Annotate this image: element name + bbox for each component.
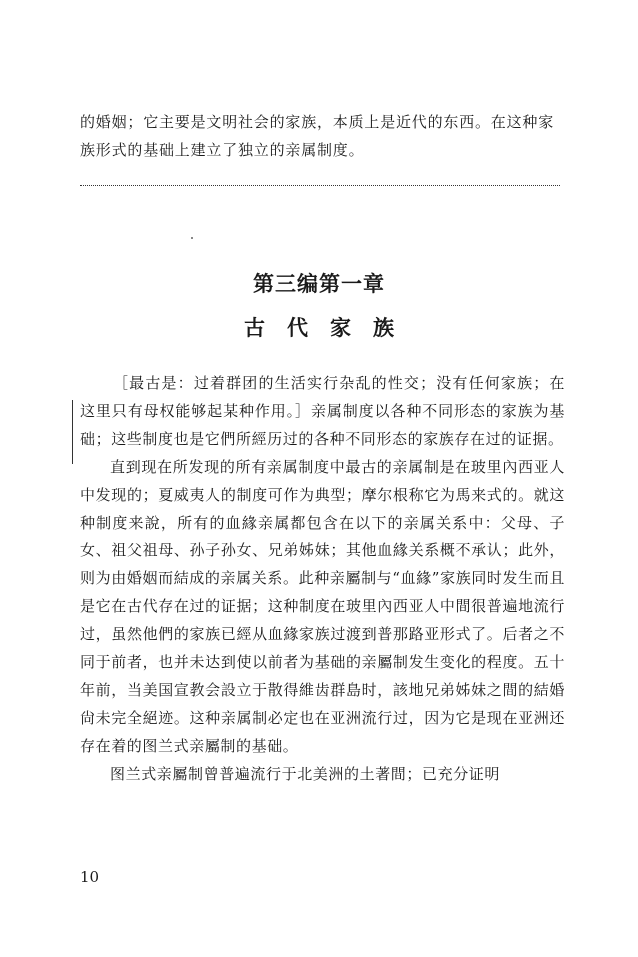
body-text xyxy=(80,370,565,789)
margin-bracket xyxy=(72,400,73,464)
chapter-title: 古代家族 xyxy=(244,316,416,340)
scan-speck xyxy=(191,237,193,239)
chapter-heading: 第三编第一章 xyxy=(253,272,385,296)
top-paragraph: 的婚姻；它主要是文明社会的家族，本质上是近代的东西。在这种家族形式的基础上建立了独立的亲属制度。 xyxy=(80,113,555,159)
paragraph-1: ［最古是：过着群团的生活实行杂乱的性交；没有任何家族；在这里只有母权能够起某种作用。］亲属制度以各种不同形态的家族为基础；这些制度也是它們所經历过的各种不同形态的家族存在过的证据。 xyxy=(80,374,565,448)
paragraph-2: 直到现在所发现的所有亲属制度中最古的亲属制是在玻里內西亚人中发现的；夏威夷人的制度可作为典型；摩尔根称它为馬来式的。就这种制度来說，所有的血緣亲属都包含在以下的亲属关系中：父母、子女、祖父祖母、孙子孙女、兄弟姊妹；其他血緣关系概不承认；此外，则为由婚姻而結成的亲属关系。此种亲屬制与“血緣”家族同时发生而且是它在古代存在过的证据；这种制度在玻里內西亚人中間很普遍地流行过，虽然他們的家族已經从血緣家族过渡到普那路亚形式了。后者之不同于前者，也并未达到使以前者为基础的亲屬制发生变化的程度。五十年前，当美国宣教会設立于散得維齿群島时，該地兄弟姊妹之間的結婚尙未完全絕迹。这种亲属制必定也在亚洲流行过，因为它是现在亚洲还存在着的图兰式亲屬制的基础。 xyxy=(80,457,565,755)
paragraph-3: 图兰式亲屬制曾普遍流行于北美洲的土著間；已充分证明 xyxy=(110,764,501,783)
page-number: 10 xyxy=(80,868,100,886)
dotted-divider xyxy=(80,185,560,186)
